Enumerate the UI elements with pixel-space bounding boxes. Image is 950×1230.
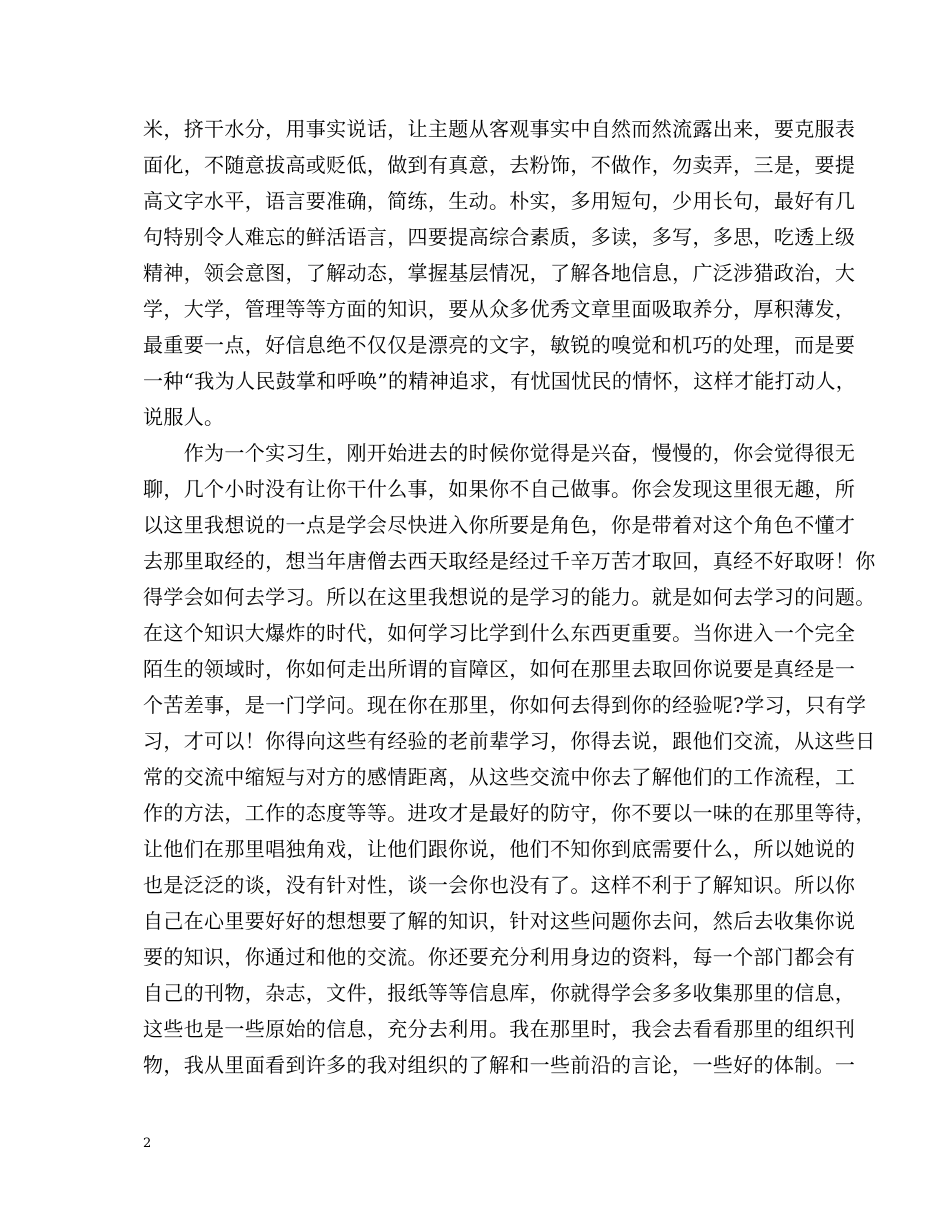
text-line: 米，挤干水分，用事实说话，让主题从客观事实中自然而然流露出来，要克服表 (143, 117, 856, 141)
text-line: 个苦差事，是一门学问。现在你在那里，你如何去得到你的经验呢?学习，只有学 (143, 693, 867, 717)
text-line: 聊，几个小时没有让你干什么事，如果你不自己做事。你会发现这里很无趣，所 (143, 477, 856, 501)
text-line: 最重要一点，好信息绝不仅仅是漂亮的文字，敏锐的嗅觉和机巧的处理，而是要 (143, 333, 856, 357)
text-line: 自己的刊物，杂志，文件，报纸等等信息库，你就得学会多多收集那里的信息， (143, 981, 856, 1005)
text-line: 要的知识，你通过和他的交流。你还要充分利用身边的资料，每一个部门都会有 (143, 945, 856, 969)
text-line: 一种“我为人民鼓掌和呼唤”的精神追求，有忧国忧民的情怀，这样才能打动人， (143, 369, 857, 393)
text-line: 句特别令人难忘的鲜活语言，四要提高综合素质，多读，多写，多思，吃透上级 (143, 225, 856, 249)
text-line: 物，我从里面看到许多的我对组织的了解和一些前沿的言论，一些好的体制。一 (143, 1053, 856, 1077)
text-line: 去那里取经的，想当年唐僧去西天取经是经过千辛万苦才取回，真经不好取呀！你 (143, 549, 876, 573)
paragraph-start-line: 作为一个实习生，刚开始进去的时候你觉得是兴奋，慢慢的，你会觉得很无 (143, 441, 856, 465)
text-line: 陌生的领域时，你如何走出所谓的盲障区，如何在那里去取回你说要是真经是一 (143, 657, 856, 681)
text-line: 说服人。 (143, 405, 225, 429)
text-line: 习，才可以！你得向这些有经验的老前辈学习，你得去说，跟他们交流，从这些日 (143, 729, 876, 753)
page-number: 2 (143, 1136, 152, 1151)
text-line: 作的方法，工作的态度等等。进攻才是最好的防守，你不要以一味的在那里等待， (143, 801, 876, 825)
text-line: 高文字水平，语言要准确，简练，生动。朴实，多用短句，少用长句，最好有几 (143, 189, 856, 213)
text-line: 也是泛泛的谈，没有针对性，谈一会你也没有了。这样不利于了解知识。所以你 (143, 873, 856, 897)
text-line: 让他们在那里唱独角戏，让他们跟你说，他们不知你到底需要什么，所以她说的 (143, 837, 856, 861)
text-line: 这些也是一些原始的信息，充分去利用。我在那里时，我会去看看那里的组织刊 (143, 1017, 856, 1041)
text-line: 学，大学，管理等等方面的知识，要从众多优秀文章里面吸取养分，厚积薄发， (143, 297, 856, 321)
text-line: 得学会如何去学习。所以在这里我想说的是学习的能力。就是如何去学习的问题。 (143, 585, 876, 609)
text-line: 常的交流中缩短与对方的感情距离，从这些交流中你去了解他们的工作流程，工 (143, 765, 856, 789)
text-line: 面化，不随意拔高或贬低，做到有真意，去粉饰，不做作，勿卖弄，三是，要提 (143, 153, 856, 177)
text-line: 精神，领会意图，了解动态，掌握基层情况，了解各地信息，广泛涉猎政治，大 (143, 261, 856, 285)
text-line: 以这里我想说的一点是学会尽快进入你所要是角色，你是带着对这个角色不懂才 (143, 513, 856, 537)
text-line: 自己在心里要好好的想想要了解的知识，针对这些问题你去问，然后去收集你说 (143, 909, 856, 933)
text-line: 在这个知识大爆炸的时代，如何学习比学到什么东西更重要。当你进入一个完全 (143, 621, 856, 645)
